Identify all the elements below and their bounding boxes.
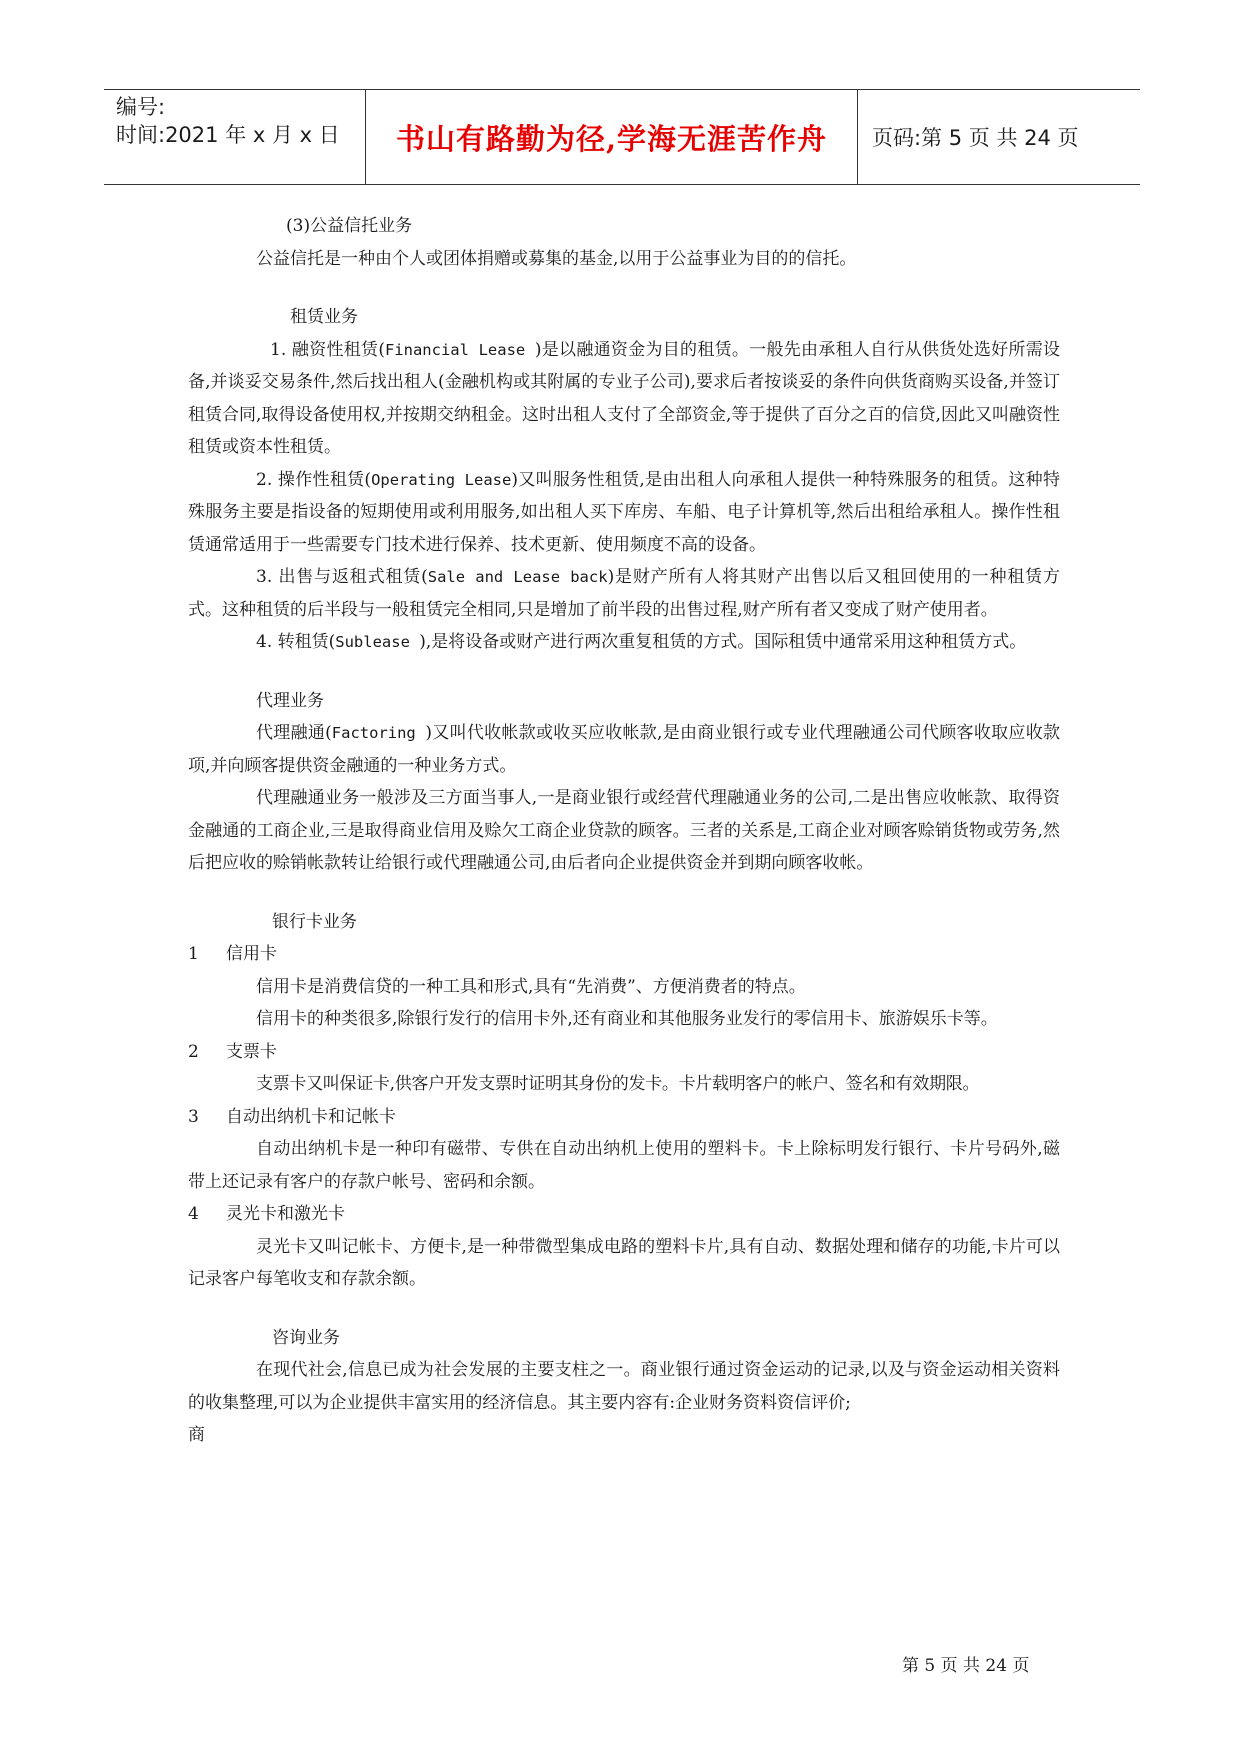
text-run: 1. 融资性租赁(	[270, 339, 385, 360]
paragraph	[188, 464, 1060, 562]
section-title-leasing: 租赁业务	[290, 307, 358, 327]
page-header	[104, 89, 1140, 185]
header-page-label: 页码:第 5 页 共 24 页	[872, 126, 1079, 150]
paragraph: 信用卡的种类很多,除银行发行的信用卡外,还有商业和其他服务业发行的零信用卡、旅游娱乐卡等。	[256, 1009, 998, 1029]
list-number: 3	[188, 1106, 199, 1127]
text-run: 2. 操作性租赁(	[256, 469, 372, 490]
paragraph	[188, 626, 1060, 659]
text-run: 3. 出售与返租式租赁(	[256, 567, 428, 587]
list-number: 4	[188, 1204, 199, 1224]
text-run: )又叫代收帐款或收买应收帐款,是由商业银行或专业代理融通公司代顾客收取应收款项,并向顾客提供资金融通的一种业务方式。	[188, 723, 1060, 776]
list-item-heading	[188, 938, 1060, 971]
text-run: 代理融通(	[256, 723, 332, 743]
paragraph: 公益信托是一种由个人或团体捐赠或募集的基金,以用于公益事业为目的的信托。	[256, 248, 857, 269]
paragraph: 在现代社会,信息已成为社会发展的主要支柱之一。商业银行通过资金运动的记录,以及与资金运动相关资料的收集整理,可以为企业提供丰富实用的经济信息。其主要内容有:企业财务资料资信评价;	[188, 1360, 1060, 1413]
list-number: 2	[188, 1041, 199, 1062]
text-run: )是财产所有人将其财产出售以后又租回使用的一种租赁方式。这种租赁的后半段与一般租赁完全相同,只是增加了前半段的出售过程,财产所有者又变成了财产使用者。	[188, 567, 1060, 620]
document-number-label: 编号:	[116, 95, 166, 119]
section-title-agency: 代理业务	[256, 690, 324, 711]
paragraph: 支票卡又叫保证卡,供客户开发支票时证明其身份的发卡。卡片载明客户的帐户、签名和有效期限。	[256, 1074, 980, 1094]
english-term: Operating Lease	[371, 470, 512, 489]
english-term: Financial Lease	[384, 340, 535, 359]
text-run: ),是将设备或财产进行两次重复租赁的方式。国际租赁中通常采用这种租赁方式。	[419, 632, 1027, 652]
list-item-title: 灵光卡和激光卡	[226, 1204, 345, 1224]
paragraph: 信用卡是消费信贷的一种工具和形式,具有“先消费”、方便消费者的特点。	[256, 976, 806, 997]
section-title-bank-card: 银行卡业务	[272, 911, 357, 932]
list-item-title: 支票卡	[226, 1041, 277, 1062]
header-motto: 书山有路勤为径,学海无涯苦作舟	[366, 90, 858, 184]
text-run: )是以融通资金为目的租赁。一般先由承租人自行从供货处选好所需设备,并谈妥交易条件,然后找出租人(金融机构或其附属的专业子公司),要求后者按谈妥的条件向供货商购买设备,并签订租赁合同,取得设备使用权,并按期交纳租金。这时出租人支付了全部资金,等于提供了百分之百的信贷,因此又叫融资性租赁或资本性租赁。	[188, 339, 1061, 457]
document-body	[188, 210, 1060, 1452]
paragraph: 自动出纳机卡是一种印有磁带、专供在自动出纳机上使用的塑料卡。卡上除标明发行银行、卡片号码外,磁带上还记录有客户的存款户帐号、密码和余额。	[188, 1139, 1060, 1192]
list-number: 1	[188, 944, 199, 964]
english-term: Sublease	[335, 633, 420, 651]
text-run: 4. 转租赁(	[256, 632, 336, 652]
section-title-public-trust: (3)公益信托业务	[286, 216, 413, 236]
header-meta	[104, 90, 366, 184]
paragraph: 灵光卡又叫记帐卡、方便卡,是一种带微型集成电路的塑料卡片,具有自动、数据处理和储存的功能,卡片可以记录客户每笔收支和存款余额。	[188, 1236, 1060, 1289]
english-term: Factoring	[331, 724, 426, 742]
paragraph	[188, 334, 1060, 464]
paragraph	[188, 717, 1060, 782]
paragraph: 代理融通业务一般涉及三方面当事人,一是商业银行或经营代理融通业务的公司,二是出售应收帐款、取得资金融通的工商企业,三是取得商业信用及赊欠工商企业贷款的顾客。三者的关系是,工商企业对顾客赊销货物或劳务,然后把应收的赊销帐款转让给银行或代理融通公司,由后者向企业提供资金并到期向顾客收帐。	[188, 788, 1060, 873]
paragraph	[188, 561, 1060, 626]
paragraph-tail: 商	[188, 1425, 205, 1445]
text-run: )又叫服务性租赁,是由出租人向承租人提供一种特殊服务的租赁。这种特殊服务主要是指设备的短期使用或利用服务,如出租人买下库房、车船、电子计算机等,然后出租给承租人。操作性租赁通常适用于一些需要专门技术进行保养、技术更新、使用频度不高的设备。	[188, 469, 1060, 555]
english-term: Sale and Lease back	[427, 568, 608, 586]
list-item-title: 信用卡	[226, 944, 277, 964]
list-item-heading	[188, 1036, 1060, 1069]
page-footer: 第 5 页 共 24 页	[902, 1656, 1030, 1676]
section-title-consulting: 咨询业务	[272, 1327, 340, 1348]
list-item-title: 自动出纳机卡和记帐卡	[226, 1106, 396, 1127]
document-time-label: 时间:2021 年 x 月 x 日	[116, 123, 340, 147]
list-item-heading	[188, 1101, 1060, 1134]
list-item-heading	[188, 1198, 1060, 1231]
